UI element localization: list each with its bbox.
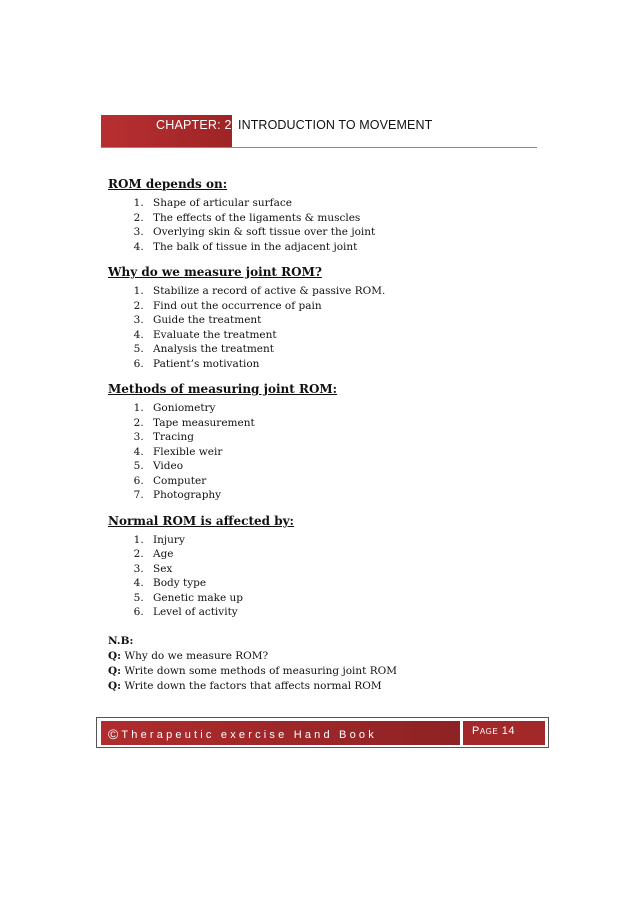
question-text: Why do we measure ROM? bbox=[124, 649, 269, 662]
question-text: Write down some methods of measuring joint ROM bbox=[124, 664, 397, 677]
list-item: 4. Flexible weir bbox=[147, 445, 578, 460]
list-item: 1. Stabilize a record of active & passive ROM. bbox=[147, 284, 578, 299]
numbered-list bbox=[108, 533, 578, 620]
list-item: 6. Patient’s motivation bbox=[147, 357, 578, 372]
nb-label: N.B: bbox=[108, 634, 134, 647]
section-heading: Why do we measure joint ROM? bbox=[108, 265, 322, 279]
numbered-list bbox=[108, 401, 578, 503]
section-methods bbox=[108, 381, 578, 503]
question-line bbox=[108, 679, 578, 694]
section-why-measure bbox=[108, 264, 578, 371]
list-item: 7. Photography bbox=[147, 488, 578, 503]
list-item: 1. Injury bbox=[147, 533, 578, 548]
list-item: 1. Shape of articular surface bbox=[147, 196, 578, 211]
list-item: 3. Guide the treatment bbox=[147, 313, 578, 328]
section-heading: Normal ROM is affected by: bbox=[108, 513, 294, 528]
list-item: 6. Computer bbox=[147, 474, 578, 489]
numbered-list bbox=[108, 196, 578, 254]
list-item: 3. Overlying skin & soft tissue over the joint bbox=[147, 225, 578, 240]
chapter-title: INTRODUCTION TO MOVEMENT bbox=[238, 118, 433, 132]
footer-book-title bbox=[108, 725, 377, 741]
numbered-list bbox=[108, 284, 578, 371]
list-item: 2. Age bbox=[147, 547, 578, 562]
chapter-label: CHAPTER: 2 bbox=[156, 118, 232, 132]
list-item: 2. Find out the occurrence of pain bbox=[147, 299, 578, 314]
page-content bbox=[108, 176, 578, 694]
list-item: 1. Goniometry bbox=[147, 401, 578, 416]
question-text: Write down the factors that affects normal ROM bbox=[124, 679, 382, 692]
question-line bbox=[108, 649, 578, 664]
section-heading: ROM depends on: bbox=[108, 177, 228, 191]
list-item: 2. Tape measurement bbox=[147, 416, 578, 431]
list-item: 3. Tracing bbox=[147, 430, 578, 445]
list-item: 4. The balk of tissue in the adjacent joint bbox=[147, 240, 578, 255]
question-prefix: Q: bbox=[108, 664, 122, 677]
question-prefix: Q: bbox=[108, 679, 122, 692]
list-item: 5. Analysis the treatment bbox=[147, 342, 578, 357]
list-item: 4. Evaluate the treatment bbox=[147, 328, 578, 343]
page-number: Page 14 bbox=[472, 725, 516, 737]
section-heading: Methods of measuring joint ROM: bbox=[108, 382, 338, 396]
list-item: 3. Sex bbox=[147, 562, 578, 577]
book-title-text: Therapeutic exercise Hand Book bbox=[121, 729, 377, 741]
list-item: 5. Video bbox=[147, 459, 578, 474]
section-normal-rom bbox=[108, 513, 578, 620]
list-item: 4. Body type bbox=[147, 576, 578, 591]
list-item: 6. Level of activity bbox=[147, 605, 578, 620]
list-item: 2. The effects of the ligaments & muscles bbox=[147, 211, 578, 226]
question-prefix: Q: bbox=[108, 649, 122, 662]
header-divider bbox=[101, 147, 537, 148]
question-line bbox=[108, 664, 578, 679]
copyright-icon: © bbox=[108, 726, 119, 742]
section-rom-depends bbox=[108, 176, 578, 254]
list-item: 5. Genetic make up bbox=[147, 591, 578, 606]
